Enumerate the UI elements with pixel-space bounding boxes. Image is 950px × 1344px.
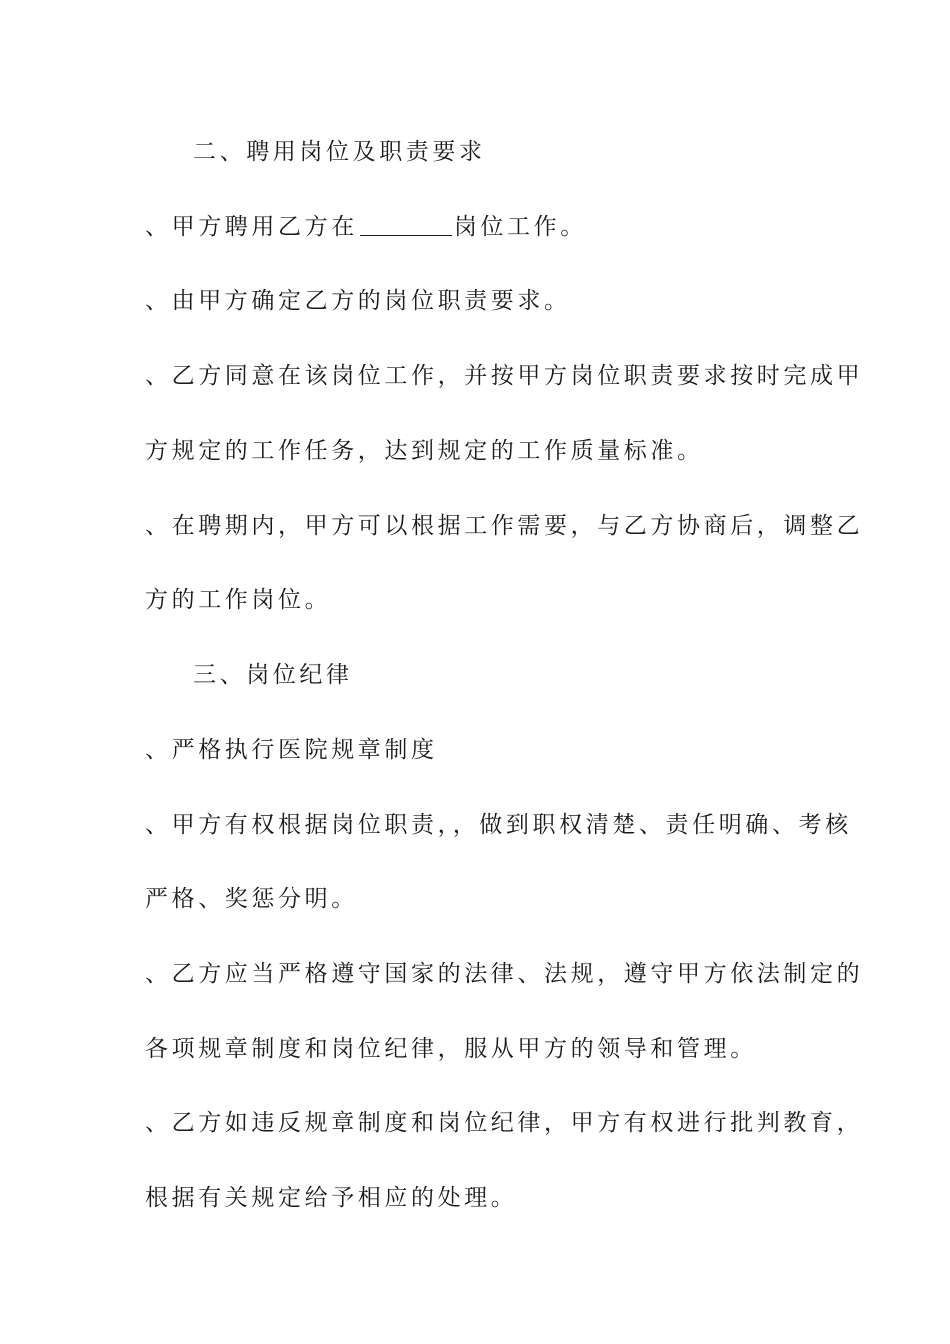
clause-agree-line-1: 、乙方同意在该岗位工作，并按甲方岗位职责要求按时完成甲: [145, 363, 864, 389]
clause-adjust-line-1: 、在聘期内，甲方可以根据工作需要，与乙方协商后，调整乙: [145, 513, 864, 539]
clause-agree-line-2: 方规定的工作任务，达到规定的工作质量标准。: [145, 438, 704, 464]
clause-text: 、甲方聘用乙方在: [145, 214, 358, 240]
section-heading-discipline: 三、岗位纪律: [193, 662, 353, 688]
clause-adjust-line-2: 方的工作岗位。: [145, 587, 332, 613]
clause-authority-line-2: 严格、奖惩分明。: [145, 886, 358, 912]
clause-hospital-rules: 、严格执行医院规章制度: [145, 737, 438, 763]
fill-in-blank: [360, 213, 452, 236]
clause-violation-line-1: 、乙方如违反规章制度和岗位纪律，甲方有权进行批判教育，: [145, 1110, 864, 1136]
section-heading-employment-position: 二、聘用岗位及职责要求: [193, 139, 486, 165]
clause-duty-requirements: 、由甲方确定乙方的岗位职责要求。: [145, 288, 571, 314]
clause-violation-line-2: 根据有关规定给予相应的处理。: [145, 1185, 518, 1211]
clause-authority-line-1: 、甲方有权根据岗位职责，，做到职权清楚、责任明确、考核: [145, 812, 852, 838]
clause-comply-line-2: 各项规章制度和岗位纪律，服从甲方的领导和管理。: [145, 1036, 757, 1062]
clause-text: 岗位工作。: [453, 214, 587, 240]
clause-position-assignment: [145, 212, 815, 242]
clause-comply-line-1: 、乙方应当严格遵守国家的法律、法规，遵守甲方依法制定的: [145, 961, 864, 987]
